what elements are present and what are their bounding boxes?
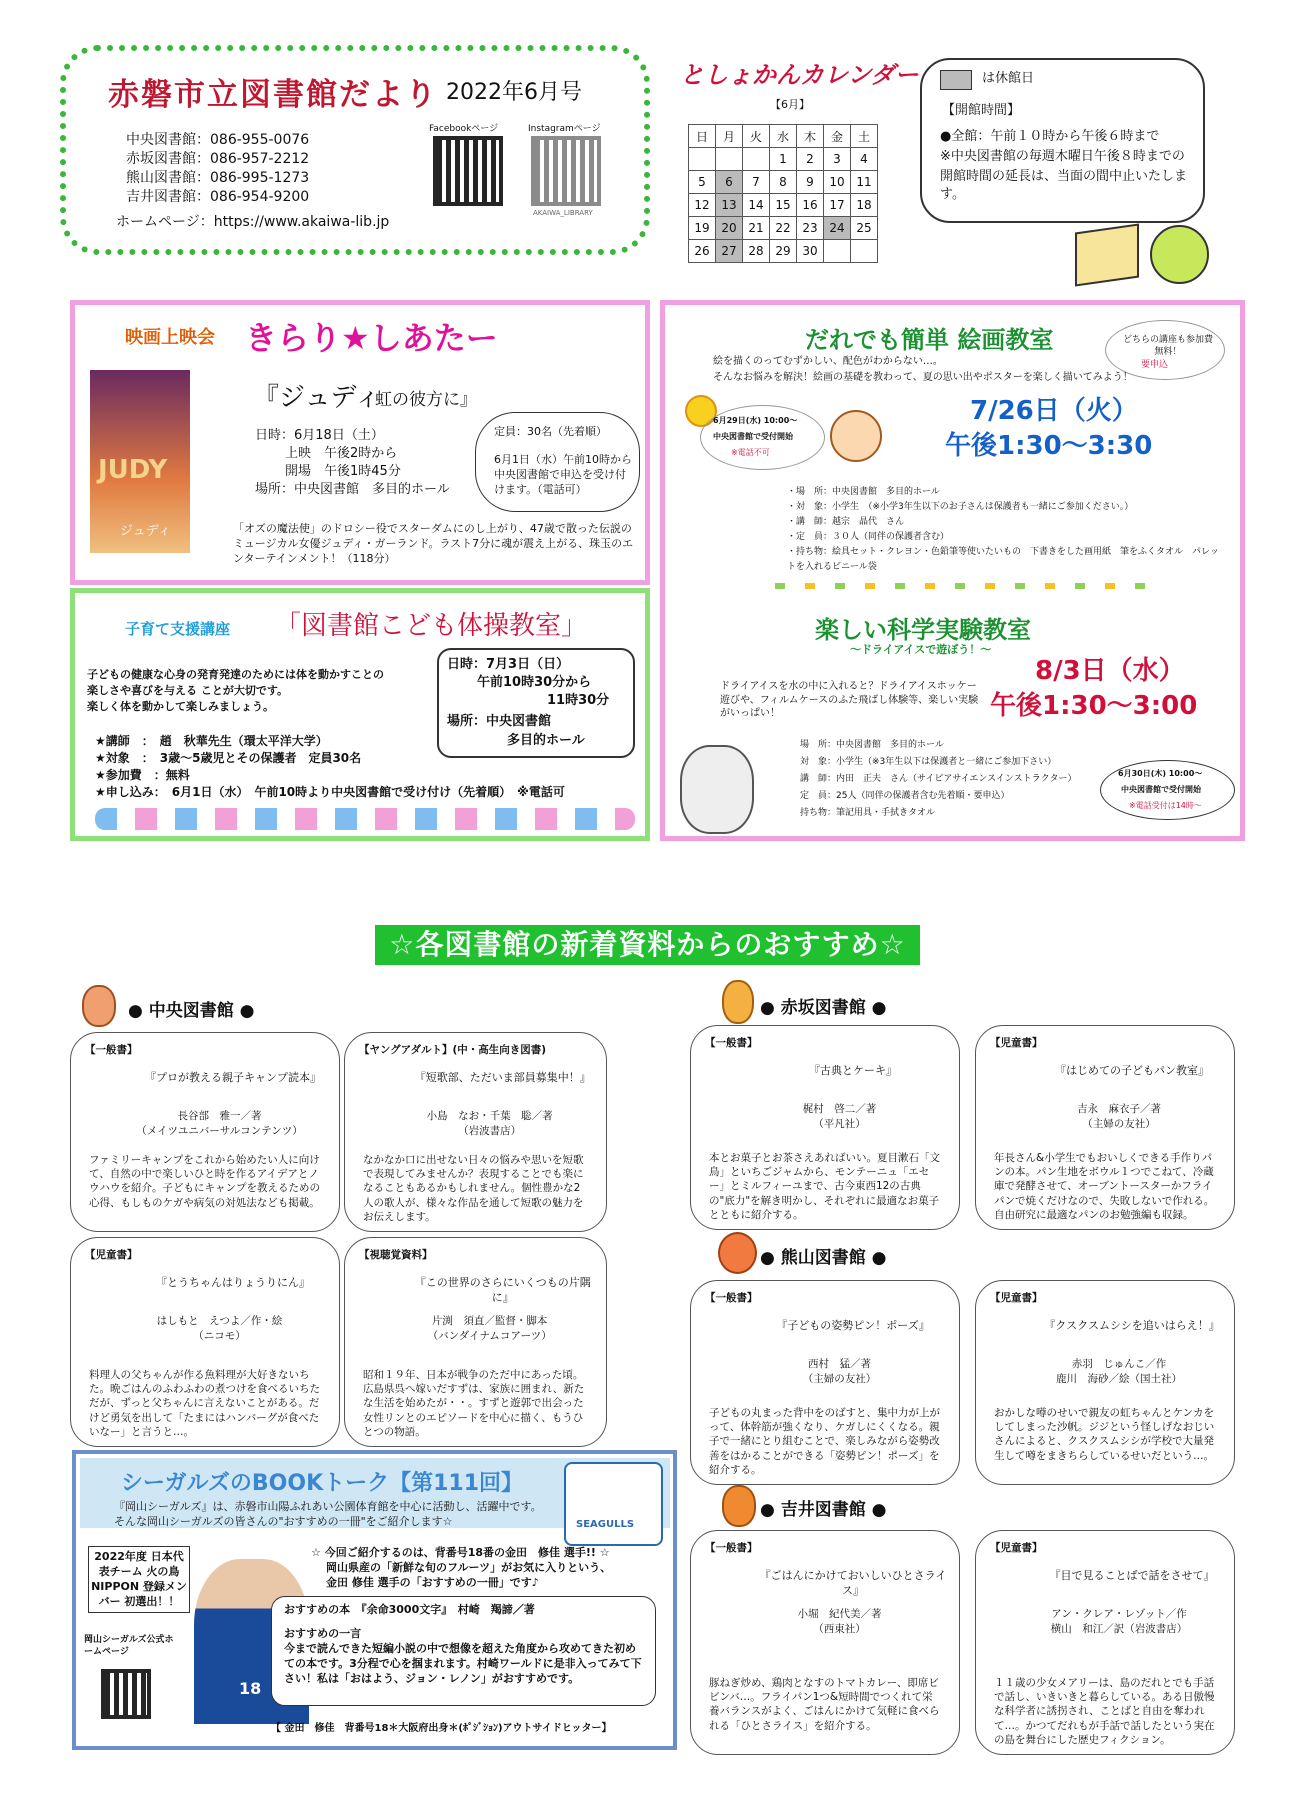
calendar-month: 【6月】 [770, 98, 810, 111]
issue-date: 2022年6月号 [446, 80, 582, 105]
calendar-day-closed: 13 [716, 194, 743, 217]
kids-intro2: 楽しさや喜びを与える ことが大切です。 [87, 684, 288, 697]
book-description: ファミリーキャンプをこれから始めたい人に向けて、自然の中で楽しいひと時を作るアイデアとノウハウを紹介。子どもにキャンプを教えるための心得、もしものケガや病気の対処法なども掲載。 [89, 1154, 320, 1209]
calendar-day [716, 148, 743, 171]
calendar-day: 18 [851, 194, 878, 217]
contact-akasaka: 赤坂図書館：086-957-2212 [126, 151, 310, 167]
hours-line3: 開館時間の延長は、当面の間中止いたします。 [940, 169, 1188, 202]
calendar-day: 19 [689, 217, 716, 240]
kids-title: 「図書館こども体操教室」 [275, 611, 588, 641]
calendar-day-closed: 6 [716, 171, 743, 194]
seagulls-intro1: 『岡山シーガルズ』は、赤磐市山陽ふれあい公園体育館を中心に活動し、活躍中です。 [114, 1500, 542, 1513]
recommend-banner: ☆各図書館の新着資料からのおすすめ☆ [375, 925, 920, 965]
science-intro: ドライアイスを水の中に入れると？ドライアイスホッケー遊びや、フィルムケースのふた飛ばし体験等、楽しい実験がいっぱい！ [720, 681, 979, 719]
national-team-badge: 2022年度 日本代表チーム 火の鳥NIPPON 登録メンバー 初選出！！ [88, 1546, 190, 1613]
book-publisher: （バンダイナムコアーツ） [427, 1330, 552, 1342]
closed-day-swatch [940, 70, 972, 90]
painting-reception2: 中央図書館で受付開始 [713, 432, 793, 441]
book-category: 【視聴覚資料】 [359, 1249, 433, 1261]
instagram-qr-icon[interactable] [531, 136, 601, 206]
kids-intro3: 楽しく体を動かして楽しみましょう。 [87, 700, 274, 713]
contact-list [116, 131, 390, 232]
book-title: 『短歌部、ただいま部員募集中！』 [414, 1071, 591, 1084]
painting-reception-bubble [700, 405, 825, 470]
kids-intro1: 子どもの健康な心身の発育発達のためには体を動かすことの [87, 668, 384, 681]
book-category: 【一般書】 [705, 1542, 758, 1554]
calendar-day: 1 [770, 148, 797, 171]
calendar-day: 5 [689, 171, 716, 194]
painting-reception: 6月29日(水) 10:00～ [713, 416, 798, 425]
calendar-day: 10 [824, 171, 851, 194]
painting-lecturer: ・講 師：越宗 晶代 さん [787, 517, 905, 527]
facebook-label: Facebookページ [429, 124, 499, 134]
science-phone-note: ※電話受付は14時～ [1129, 801, 1202, 810]
kids-date: 日時：7月3日（日） [447, 657, 570, 672]
newsletter-header [60, 45, 650, 255]
movie-section [70, 300, 650, 585]
library-calendar [688, 124, 878, 263]
contact-chuo: 中央図書館：086-955-0076 [126, 132, 310, 148]
movie-poster [90, 370, 190, 553]
book-author: 小島 なお・千葉 聡／著 [426, 1110, 553, 1122]
painting-child-icon [830, 410, 882, 462]
movie-label: 映画上映会 [125, 327, 215, 348]
book-title: 『はじめての子どもパン教室』 [1055, 1064, 1209, 1077]
kumayama-mascot-icon [718, 1232, 757, 1274]
seagulls-book: おすすめの本 『余命3000文字』 村崎 羯諦／著 [284, 1603, 535, 1616]
science-capacity: 定 員：25人（同伴の保護者含む先着順・要申込） [800, 791, 1010, 801]
book-publisher: （平凡社） [813, 1118, 866, 1130]
kids-target: ★対象 ： 3歳～5歳児とその保護者 定員30名 [95, 751, 362, 765]
calendar-week [689, 194, 878, 217]
science-place: 場 所：中央図書館 多目的ホール [800, 740, 944, 750]
kids-hall: 多目的ホール [507, 733, 585, 748]
seagulls-intro2: そんな岡山シーガルズの皆さんの"おすすめの一冊"をご紹介します☆ [114, 1515, 453, 1528]
movie-screening: 上映 午後2時から [285, 446, 398, 461]
book-description: 豚ねぎ炒め、鶏肉となすのトマトカレー、即席ビビンバ…。フライパン1つ&短時間でつくれて栄養バランスがよく、ごはんにかけて気軽に食べられる「ひとさライス」を紹介する。 [709, 1677, 940, 1732]
book-description: １１歳の少女メアリーは、島のだれとでも手話で話し、いきいきと暮らしている。ある日傲慢な科学者に誘拐され、ことばと自由を奪われて…。かつてだれもが手話で話したという実在の島を舞台にした歴史フィクション。 [994, 1677, 1215, 1746]
book-publisher: 鹿川 海砂／絵（国土社） [1056, 1373, 1182, 1385]
calendar-week [689, 240, 878, 263]
seagulls-qr-icon[interactable] [101, 1669, 151, 1719]
kids-place: 場所：中央図書館 [447, 714, 552, 729]
science-reception2: 中央図書館で受付開始 [1121, 785, 1201, 794]
kids-time2: 11時30分 [547, 693, 610, 708]
book-category: 【児童書】 [990, 1292, 1043, 1304]
opening-hours-notice [920, 58, 1205, 223]
calendar-week [689, 148, 878, 171]
movie-place: 場所：中央図書館 多目的ホール [255, 482, 450, 497]
kids-date-box [437, 648, 635, 758]
book-mascot-icon [1075, 224, 1139, 287]
book-title: 『目で見ることばで話をさせて』 [1049, 1569, 1215, 1582]
science-subtitle: ～ドライアイスで遊ぼう！～ [850, 643, 992, 656]
chuo-mascot-icon [82, 985, 116, 1027]
calendar-day [824, 240, 851, 263]
movie-subtitle: 虹の彼方に』 [375, 390, 477, 410]
chuo-heading: ● 中央図書館 ● [128, 1001, 255, 1021]
kumayama-book-card [975, 1280, 1235, 1485]
seagulls-player-line1: ☆ 今回ご紹介するのは、背番号18番の金田 修佳 選手!! ☆ [311, 1546, 610, 1559]
chuo-book-card [344, 1237, 607, 1447]
science-reception: 6月30日(木) 10:00～ [1118, 769, 1203, 778]
seagulls-logo [564, 1462, 663, 1546]
book-title: 『子どもの姿勢ピン！ポーズ』 [776, 1319, 930, 1332]
kids-lecturer: ★講師 ： 趙 秋華先生（環太平洋大学） [95, 734, 328, 748]
book-title: 『この世界のさらにいくつもの片隅に』 [414, 1276, 591, 1304]
calendar-title: としょかんカレンダー [680, 61, 919, 89]
calendar-week [689, 171, 878, 194]
calendar-day: 15 [770, 194, 797, 217]
book-description: 子どもの丸まった背中をのばすと、集中力が上がって、体幹筋が強くなり、ケガしにくくなる。親子で一緒にとり組むことで、楽しみながら姿勢改善をはかることができる「姿勢ピン！ポーズ」を紹介する。 [709, 1407, 940, 1476]
seagulls-player-line2: 岡山県産の「新鮮な旬のフルーツ」がお気に入りという、 [326, 1561, 612, 1574]
movie-capacity-bubble [475, 412, 640, 512]
painting-details [787, 485, 1227, 575]
science-reception-bubble [1100, 760, 1235, 820]
calendar-day-closed: 24 [824, 217, 851, 240]
book-publisher: （主婦の友社） [1082, 1118, 1156, 1130]
book-description: 年長さん&小学生でもおいしくできる手作りパンの本。パン生地をボウル１つでこねて、冷蔵庫で発酵させて、オーブントースターかフライパンで焼くだけなので、失敗しないで作れる。自由研究に最適なパンのお勉強編も収録。 [994, 1152, 1215, 1221]
weekday-header: 金 [824, 125, 851, 148]
book-author: 片渕 須直／監督・脚本 [431, 1315, 548, 1327]
weekday-header: 日 [689, 125, 716, 148]
science-belongings: 持ち物：筆記用具・手拭きタオル [800, 808, 936, 818]
book-publisher: （メイツユニバーサルコンテンツ） [136, 1125, 303, 1137]
facebook-qr-icon[interactable] [433, 136, 503, 206]
book-category: 【一般書】 [85, 1044, 138, 1056]
yoshii-book-card [975, 1530, 1235, 1755]
seagulls-comment-title: おすすめの一言 [284, 1627, 362, 1640]
grape-mascot-icon [1150, 225, 1209, 284]
book-category: 【児童書】 [990, 1037, 1043, 1049]
scientist-icon [680, 745, 754, 834]
seagulls-recommend-box [271, 1596, 656, 1706]
book-author: アン・クレア・レゾット／作 [1051, 1608, 1187, 1620]
book-publisher: 横山 和江／訳（岩波書店） [1050, 1623, 1188, 1635]
akasaka-mascot-icon [722, 980, 754, 1024]
science-details [800, 737, 1110, 822]
seagulls-booktalk [72, 1450, 677, 1750]
kids-label: 子育て支援講座 [125, 620, 231, 638]
painting-phone-note: ※電話不可 [731, 448, 770, 457]
book-publisher: （岩波書店） [458, 1125, 522, 1137]
painting-target: ・対 象：小学生 （※小学3年生以下のお子さんは保護者も一緒にご参加ください。） [787, 502, 1134, 512]
movie-description: 「オズの魔法使」のドロシー役でスターダムにのし上がり、47歳で散った伝説のミュージカル女優ジュディ・ガーランド。ラスト7分に魂が震え上がる、珠玉のエンターテインメント！（118分） [233, 522, 634, 565]
calendar-day: 12 [689, 194, 716, 217]
free-note: どちらの講座も参加費無料！ [1122, 335, 1213, 358]
book-category: 【一般書】 [705, 1292, 758, 1304]
calendar-day: 3 [824, 148, 851, 171]
calendar-day: 17 [824, 194, 851, 217]
calendar-day: 11 [851, 171, 878, 194]
contact-kumayama: 熊山図書館：086-995-1273 [126, 170, 310, 186]
contact-yoshii: 吉井図書館：086-954-9200 [126, 189, 310, 205]
book-title: 『ごはんにかけておいしいひとさライス』 [759, 1569, 947, 1597]
calendar-day [743, 148, 770, 171]
book-publisher: （主婦の友社） [802, 1373, 877, 1385]
calendar-day: 4 [851, 148, 878, 171]
book-author: 長谷部 雅一／著 [177, 1110, 262, 1122]
calendar-day-closed: 27 [716, 240, 743, 263]
science-lecturer: 講 師：内田 正夫 さん（サイピアサイエンスインストラクター） [800, 774, 1077, 784]
book-category: 【ヤングアダルト】(中・高生向き図書) [359, 1044, 547, 1056]
calendar-week [689, 217, 878, 240]
calendar-day: 30 [797, 240, 824, 263]
weekday-header: 火 [743, 125, 770, 148]
kumayama-book-card [690, 1280, 960, 1485]
jersey-number: 18 [239, 1679, 262, 1698]
book-description: 昭和１９年、日本が戦争のただ中にあった頃。広島県呉へ嫁いだすずは、家族に囲まれ、新たな生活を始めたが・・。すずと遊郭で出会った女性リンとのエピソードを中心に描く、もうひとつの物語。 [363, 1369, 585, 1438]
yoshii-mascot-icon [722, 1485, 756, 1527]
weekday-header: 土 [851, 125, 878, 148]
book-publisher: （ニコモ） [193, 1330, 246, 1342]
weekday-header: 水 [770, 125, 797, 148]
movie-date: 日時：6月18日（土） [255, 428, 384, 443]
book-author: 西村 猛／著 [808, 1358, 871, 1370]
calendar-day: 16 [797, 194, 824, 217]
book-title: 『とうちゃんはりょうりにん』 [156, 1276, 310, 1289]
chuo-book-card [70, 1237, 340, 1447]
book-description: おかしな噂のせいで親友の虹ちゃんとケンカをしてしまった沙帆。ジジという怪しげなおじいさんによると、クスクスムシシが学校で大量発生して噂をまきちらしているせいだという…。 [994, 1407, 1215, 1462]
calendar-day: 25 [851, 217, 878, 240]
calendar-day-closed: 20 [716, 217, 743, 240]
instagram-label: Instagramページ [528, 124, 601, 134]
calendar-day: 22 [770, 217, 797, 240]
movie-apply: 6月1日（水）午前10時から中央図書館で申込を受け付けます。（電話可） [494, 453, 632, 496]
chuo-book-card [70, 1032, 340, 1232]
calendar-day [851, 240, 878, 263]
hydrangea-decoration [95, 808, 635, 830]
instagram-caption: AKAIWA_LIBRARY [533, 209, 593, 217]
akasaka-book-card [975, 1025, 1235, 1230]
newsletter-title: 赤磐市立図書館だより [108, 77, 438, 113]
weekday-header: 木 [797, 125, 824, 148]
closed-legend: は休館日 [982, 71, 1035, 86]
hours-line2: ※中央図書館の毎週木曜日午後８時までの [940, 149, 1185, 164]
book-author: 梶村 啓二／著 [802, 1103, 877, 1115]
science-title: 楽しい科学実験教室 [815, 616, 1031, 644]
calendar-day: 26 [689, 240, 716, 263]
book-author: 吉永 麻衣子／著 [1077, 1103, 1161, 1115]
painting-place: ・場 所：中央図書館 多目的ホール [787, 487, 940, 497]
book-title: 『古典とケーキ』 [809, 1064, 897, 1077]
book-publisher: （西東社） [813, 1623, 866, 1635]
book-description: 本とお菓子とお茶さえあればいい。夏目漱石「文鳥」といちごジャムから、モンテーニュ「エセー」とミルフィーユまで、古今東西12の古典の"底力"を解き明かし、それぞれに最適なお菓子とともに紹介する。 [709, 1152, 940, 1221]
painting-intro2: そんなお悩みを解決！絵画の基礎を教わって、夏の思い出やポスターを楽しく描いてみよう！ [713, 372, 1133, 383]
workshop-section [660, 300, 1245, 841]
book-category: 【児童書】 [85, 1249, 138, 1261]
calendar-day: 29 [770, 240, 797, 263]
calendar-day [689, 148, 716, 171]
book-category: 【一般書】 [705, 1037, 758, 1049]
painting-belongings: ・持ち物：絵具セット・クレヨン・色鉛筆等使いたいもの 下書きをした画用紙 筆をふくタオル パレットを入れるビニール袋 [787, 547, 1219, 572]
kids-apply: ★申し込み： 6月1日（水） 午前10時より中央図書館で受け付け（先着順） ※電話可 [95, 785, 565, 799]
calendar-day: 28 [743, 240, 770, 263]
yoshii-heading: ● 吉井図書館 ● [760, 1500, 887, 1520]
painting-intro1: 絵を描くのってむずかしい、配色がわからない…。 [713, 356, 943, 367]
science-target: 対 象：小学生（※3年生以下は保護者と一緒にご参加下さい） [800, 757, 1057, 767]
calendar-day: 9 [797, 171, 824, 194]
must-apply: 要申込 [1141, 360, 1169, 370]
book-title: 『クスクスムシシを追いはらえ！』 [1044, 1319, 1220, 1332]
seagulls-logo-text: SEAGULLS [576, 1519, 635, 1530]
homepage-link[interactable]: ホームページ：https://www.akaiwa-lib.jp [116, 214, 390, 230]
painting-title: だれでも簡単 絵画教室 [805, 326, 1054, 354]
calendar-day: 2 [797, 148, 824, 171]
seagulls-comment: 今まで読んできた短編小説の中で想像を超えた角度から攻めてきた初めての本です。3分程で心を掴まれます。村崎ワールドに是非入ってみて下さい！私は「おはよう、ジョン・レノン」がおすすめです。 [284, 1642, 642, 1685]
movie-series: きらり★しあたー [245, 319, 498, 357]
poster-title: JUDY [98, 455, 168, 485]
calendar-day: 23 [797, 217, 824, 240]
kids-exercise-section [70, 588, 650, 841]
book-author: はしもと えつよ／作・絵 [156, 1315, 283, 1327]
book-description: 料理人の父ちゃんが作る魚料理が大好きないちた。晩ごはんのふわふわの煮つけを食べるいちただが、ずっと父ちゃんに言えないことがある。だけど勇気を出して「たまにはハンバーグが食べたいなー」と言うと…。 [89, 1369, 320, 1438]
calendar-day: 7 [743, 171, 770, 194]
book-title: 『プロが教える親子キャンプ読本』 [145, 1071, 321, 1084]
poster-subtitle: ジュディ [120, 524, 171, 539]
science-time: 午後1:30～3:00 [990, 691, 1198, 721]
book-category: 【児童書】 [990, 1542, 1043, 1554]
seagulls-hp-label[interactable]: 岡山シーガルズ公式ホームページ [84, 1635, 174, 1658]
kids-time1: 午前10時30分から [477, 675, 592, 690]
weekday-header: 月 [716, 125, 743, 148]
painting-date: 7/26日（火） [970, 396, 1138, 426]
hours-line1: ●全館：午前１０時から午後６時まで [940, 129, 1160, 144]
akasaka-book-card [690, 1025, 960, 1230]
yoshii-book-card [690, 1530, 960, 1755]
painting-capacity: ・定 員：３０人（同伴の保護者含む） [787, 532, 950, 542]
hours-title: 【開館時間】 [942, 103, 1021, 118]
book-author: 赤羽 じゅんこ／作 [1071, 1358, 1167, 1370]
calendar-day: 21 [743, 217, 770, 240]
kids-fee: ★参加費 ：無料 [95, 768, 190, 782]
akasaka-heading: ● 赤坂図書館 ● [760, 998, 887, 1018]
movie-capacity: 定員：30名（先着順） [494, 425, 607, 438]
calendar-day: 14 [743, 194, 770, 217]
seagulls-title: シーガルズのBOOKトーク【第111回】 [121, 1471, 524, 1496]
seagulls-player-line3: 金田 修佳 選手の「おすすめの一冊」です♪ [326, 1576, 539, 1589]
book-description: なかなか口に出せない日々の悩みや思いを短歌で表現してみませんか？表現することでも楽になることもあるかもしれません。個性豊かな2人の歌人が、様々な作品を通して短歌の魅力をお伝えします。 [363, 1154, 584, 1223]
dot-divider [775, 583, 1155, 589]
movie-title: 『ジュディ [253, 383, 381, 413]
science-date: 8/3日（水） [1035, 656, 1185, 686]
chuo-book-card [344, 1032, 607, 1232]
book-author: 小堀 紀代美／著 [797, 1608, 882, 1620]
movie-doors: 開場 午後1時45分 [285, 464, 401, 479]
painting-time: 午後1:30～3:30 [945, 431, 1153, 461]
kumayama-heading: ● 熊山図書館 ● [760, 1248, 887, 1268]
player-profile: 【 金田 修佳 背番号18＊大阪府出身＊(ﾎﾟｼﾞｼｮﾝ)アウトサイドヒッター】 [271, 1723, 612, 1734]
calendar-day: 8 [770, 171, 797, 194]
